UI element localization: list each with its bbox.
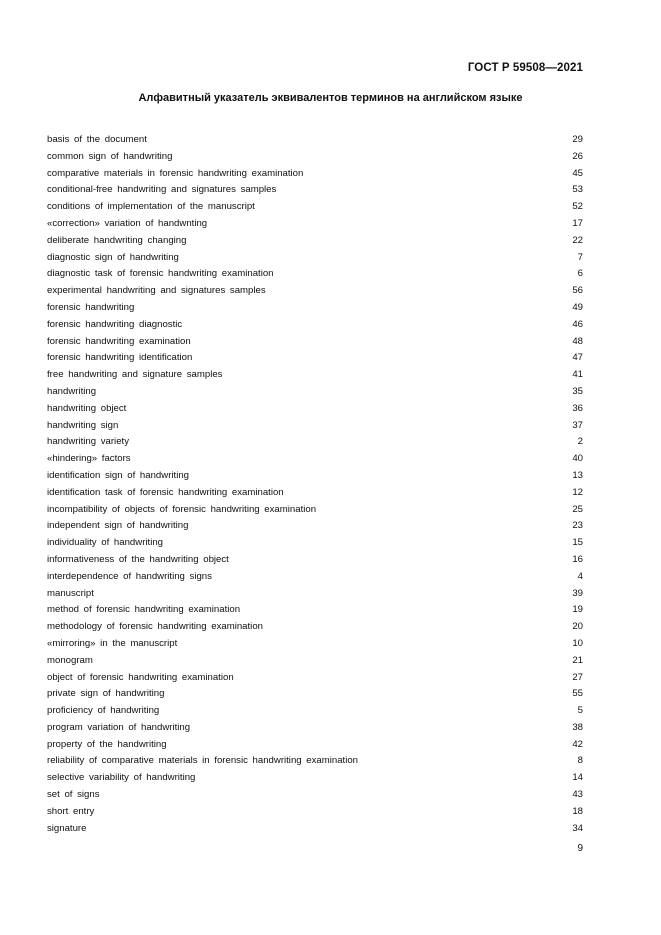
index-page-ref: 2 bbox=[577, 436, 583, 448]
index-entry bbox=[47, 535, 583, 552]
index-page-ref: 8 bbox=[577, 755, 583, 767]
index-entry bbox=[47, 636, 583, 653]
index-page-ref: 48 bbox=[572, 335, 583, 347]
index-term: basis of the document bbox=[47, 134, 147, 145]
index-term: manuscript bbox=[47, 587, 94, 599]
index-entry bbox=[47, 149, 583, 166]
index-term: proficiency of handwriting bbox=[47, 705, 160, 717]
index-page-ref: 40 bbox=[572, 453, 583, 465]
index-entry bbox=[47, 451, 583, 468]
index-entry bbox=[47, 250, 583, 267]
index-term: deliberate handwriting changing bbox=[47, 234, 187, 246]
index-page-ref: 17 bbox=[572, 217, 583, 229]
index-term: private sign of handwriting bbox=[47, 688, 165, 700]
index-page-ref: 5 bbox=[577, 705, 583, 717]
index-page-ref: 42 bbox=[572, 738, 583, 750]
index-entry bbox=[47, 367, 583, 384]
index-page-ref: 25 bbox=[572, 503, 583, 515]
index-page-ref: 53 bbox=[572, 184, 583, 196]
index-term: individuality of handwriting bbox=[47, 537, 163, 549]
index-entry bbox=[47, 686, 583, 703]
index-term: diagnostic task of forensic handwriting examination bbox=[47, 268, 274, 280]
index-entry bbox=[47, 821, 583, 838]
index-entry bbox=[47, 670, 583, 687]
index-entry bbox=[47, 199, 583, 216]
index-page-ref: 36 bbox=[572, 402, 583, 414]
index-term: conditions of implementation of the manuscript bbox=[47, 201, 255, 213]
index-entry bbox=[47, 653, 583, 670]
index-page-ref: 55 bbox=[572, 688, 583, 700]
index-term: handwriting bbox=[47, 385, 97, 397]
index-term: incompatibility of objects of forensic handwriting examination bbox=[47, 503, 317, 515]
index-term: set of signs bbox=[47, 789, 100, 801]
index-entry bbox=[47, 334, 583, 351]
index-entry bbox=[47, 787, 583, 804]
index-term: identification task of forensic handwriting examination bbox=[47, 486, 284, 498]
index-page-ref: 7 bbox=[577, 251, 583, 263]
index-entry bbox=[47, 753, 583, 770]
index-entry bbox=[47, 602, 583, 619]
index-term: forensic handwriting examination bbox=[47, 335, 191, 347]
index-entry bbox=[47, 703, 583, 720]
index-term: identification sign of handwriting bbox=[47, 469, 189, 481]
index-entry bbox=[47, 468, 583, 485]
index-entry bbox=[47, 401, 583, 418]
index-entry bbox=[47, 518, 583, 535]
index-entry bbox=[47, 166, 583, 183]
index-entry bbox=[47, 434, 583, 451]
index-entry bbox=[47, 182, 583, 199]
index-term: monogram bbox=[47, 654, 93, 666]
index-page-ref: 23 bbox=[572, 520, 583, 532]
index-entry bbox=[47, 216, 583, 233]
index-entry bbox=[47, 502, 583, 519]
index-term: free handwriting and signature samples bbox=[47, 369, 223, 381]
index-term: handwriting object bbox=[47, 402, 127, 414]
index-page-ref: 52 bbox=[572, 201, 583, 213]
index-term: handwriting sign bbox=[47, 419, 119, 431]
index-page-ref: 41 bbox=[572, 369, 583, 381]
index-entry bbox=[47, 737, 583, 754]
index-entry bbox=[47, 720, 583, 737]
index-page-ref: 10 bbox=[572, 637, 583, 649]
index-term: interdependence of handwriting signs bbox=[47, 570, 212, 582]
index-page-ref: 39 bbox=[572, 587, 583, 599]
index-term: comparative materials in forensic handwriting examination bbox=[47, 167, 304, 179]
index-page-ref: 27 bbox=[572, 671, 583, 683]
index-term: independent sign of handwriting bbox=[47, 520, 189, 532]
index-term: property of the handwriting bbox=[47, 738, 167, 750]
index-page-ref: 12 bbox=[572, 486, 583, 498]
index-term: forensic handwriting diagnostic bbox=[47, 318, 183, 330]
index-term: program variation of handwriting bbox=[47, 721, 191, 733]
index-page-ref: 16 bbox=[572, 553, 583, 565]
index-page-ref: 14 bbox=[572, 772, 583, 784]
index-page-ref: 35 bbox=[572, 385, 583, 397]
index-page-ref: 56 bbox=[572, 285, 583, 297]
index-term: conditional-free handwriting and signatures samples bbox=[47, 184, 277, 196]
index-page-ref: 19 bbox=[572, 604, 583, 616]
index-term: forensic handwriting identification bbox=[47, 352, 193, 364]
index-term: object of forensic handwriting examination bbox=[47, 671, 234, 683]
index-entry bbox=[47, 418, 583, 435]
index-entry bbox=[47, 300, 583, 317]
index-title: Алфавитный указатель эквивалентов терминов на английском языке bbox=[138, 92, 523, 104]
index-page-ref: 4 bbox=[577, 570, 583, 582]
index-entry bbox=[47, 586, 583, 603]
index-entry bbox=[47, 350, 583, 367]
index-term: diagnostic sign of handwriting bbox=[47, 251, 179, 263]
index-page-ref: 47 bbox=[572, 352, 583, 364]
index-page-ref: 13 bbox=[572, 469, 583, 481]
index-page-ref: 45 bbox=[572, 167, 583, 179]
index-page-ref: 21 bbox=[572, 654, 583, 666]
index-entry bbox=[47, 485, 583, 502]
index-term: informativeness of the handwriting object bbox=[47, 553, 229, 565]
index-term: «mirroring» in the manuscript bbox=[47, 637, 178, 649]
index-entry bbox=[47, 317, 583, 334]
index-page-ref: 15 bbox=[572, 537, 583, 549]
index-entry bbox=[47, 233, 583, 250]
index-page-ref: 37 bbox=[572, 419, 583, 431]
page-number: 9 bbox=[577, 843, 583, 854]
index-entry bbox=[47, 132, 583, 149]
index-page-ref: 26 bbox=[572, 150, 583, 162]
index-page-ref: 29 bbox=[572, 134, 583, 145]
index-term: experimental handwriting and signatures samples bbox=[47, 285, 266, 297]
index-term: handwriting variety bbox=[47, 436, 129, 448]
index-term: selective variability of handwriting bbox=[47, 772, 196, 784]
index-entry bbox=[47, 283, 583, 300]
index-page-ref: 38 bbox=[572, 721, 583, 733]
index-page-ref: 20 bbox=[572, 621, 583, 633]
index-term: methodology of forensic handwriting examination bbox=[47, 621, 263, 633]
index-term: short entry bbox=[47, 805, 95, 817]
index-term: «correction» variation of handwnting bbox=[47, 217, 208, 229]
index-term: «hindering» factors bbox=[47, 453, 131, 465]
index-page-ref: 22 bbox=[572, 234, 583, 246]
index-entry bbox=[47, 384, 583, 401]
index-term: signature bbox=[47, 822, 87, 834]
index-term: forensic handwriting bbox=[47, 301, 135, 313]
index-term: reliability of comparative materials in forensic handwriting examination bbox=[47, 755, 359, 767]
index-entry bbox=[47, 619, 583, 636]
index-page-ref: 46 bbox=[572, 318, 583, 330]
index-entry bbox=[47, 569, 583, 586]
index-page-ref: 6 bbox=[577, 268, 583, 280]
index-entry bbox=[47, 266, 583, 283]
index-page-ref: 49 bbox=[572, 301, 583, 313]
index-entry bbox=[47, 770, 583, 787]
index-term: method of forensic handwriting examination bbox=[47, 604, 241, 616]
index-page-ref: 43 bbox=[572, 789, 583, 801]
index-page-ref: 18 bbox=[572, 805, 583, 817]
index-entry bbox=[47, 552, 583, 569]
index-page-ref: 34 bbox=[572, 822, 583, 834]
index-list bbox=[47, 132, 583, 837]
document-code: ГОСТ Р 59508—2021 bbox=[467, 62, 583, 74]
index-term: common sign of handwriting bbox=[47, 150, 173, 162]
index-entry bbox=[47, 804, 583, 821]
